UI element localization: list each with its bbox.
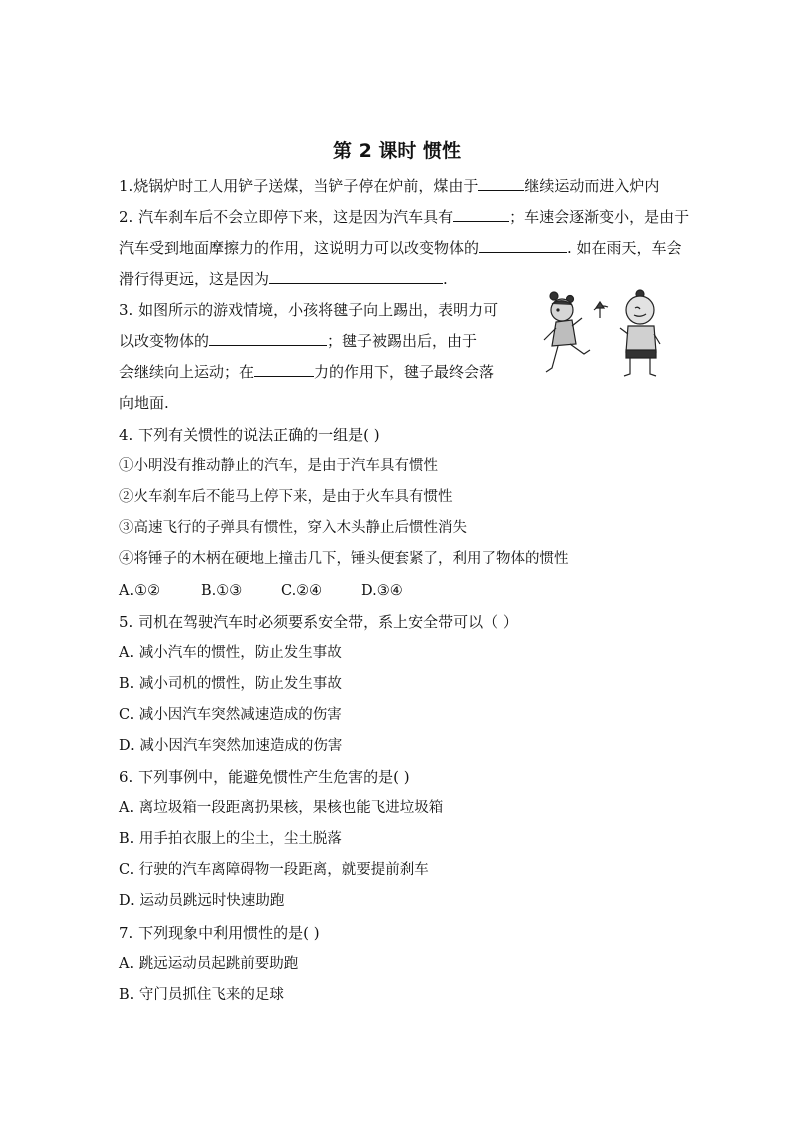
question-3-line-4: 向地面. — [119, 394, 169, 412]
shuttlecock-icon — [594, 302, 608, 318]
question-2-line-2 — [119, 238, 682, 258]
question-4-item-4: ④将锤子的木柄在硬地上撞击几下，锤头便套紧了，利用了物体的惯性 — [119, 551, 569, 567]
question-3-text: 力的作用下，毽子最终会落 — [314, 363, 495, 381]
question-2-text: 滑行得更远，这是因为 — [119, 270, 270, 288]
question-7-stem: 7. 下列现象中利用惯性的是( ) — [119, 924, 320, 942]
question-3-text: 以改变物体的 — [119, 332, 210, 350]
question-6-option-a[interactable]: A. 离垃圾箱一段距离扔果核，果核也能飞进垃圾箱 — [119, 800, 444, 816]
question-7-option-b[interactable]: B. 守门员抓住飞来的足球 — [119, 987, 284, 1003]
question-1-text-end: 继续运动而进入炉内 — [524, 177, 660, 195]
question-5-option-b[interactable]: B. 减小司机的惯性，防止发生事故 — [119, 676, 342, 692]
question-5-option-d[interactable]: D. 减小因汽车突然加速造成的伤害 — [119, 738, 343, 754]
boy-standing-figure — [620, 290, 660, 376]
question-3-text: 会继续向上运动；在 — [119, 363, 255, 381]
question-3-blank-2[interactable] — [254, 362, 314, 377]
question-6-option-c[interactable]: C. 行驶的汽车离障碍物一段距离，就要提前刹车 — [119, 862, 429, 878]
question-5-option-a[interactable]: A. 减小汽车的惯性，防止发生事故 — [119, 645, 342, 661]
question-1-blank[interactable] — [478, 176, 524, 191]
question-7-option-a[interactable]: A. 跳远运动员起跳前要助跑 — [119, 956, 299, 972]
kids-playing-shuttlecock-illustration — [538, 288, 666, 380]
question-5-option-c[interactable]: C. 减小因汽车突然减速造成的伤害 — [119, 707, 342, 723]
option-a[interactable]: A.①② — [119, 583, 161, 599]
question-2-blank-1[interactable] — [453, 207, 509, 222]
question-3-line-1: 3. 如图所示的游戏情境，小孩将毽子向上踢出，表明力可 — [119, 301, 499, 319]
question-2-text: ；车速会逐渐变小，是由于 — [509, 208, 690, 226]
question-2-blank-2[interactable] — [479, 238, 567, 253]
question-6-option-d[interactable]: D. 运动员跳远时快速助跑 — [119, 893, 285, 909]
question-2-text: 2. 汽车刹车后不会立即停下来，这是因为汽车具有 — [119, 208, 454, 226]
question-4-item-1: ①小明没有推动静止的汽车，是由于汽车具有惯性 — [119, 458, 438, 474]
question-3-line-2 — [119, 331, 477, 351]
question-4-options — [119, 581, 403, 601]
question-2-line-3 — [119, 269, 448, 289]
question-4-item-3: ③高速飞行的子弹具有惯性，穿入木头静止后惯性消失 — [119, 520, 467, 536]
question-2-line-1 — [119, 207, 689, 227]
question-4-item-2: ②火车刹车后不能马上停下来，是由于火车具有惯性 — [119, 489, 453, 505]
question-6-option-b[interactable]: B. 用手拍衣服上的尘土，尘土脱落 — [119, 831, 342, 847]
question-2-text: . — [443, 270, 448, 288]
question-3-text: ；毽子被踢出后，由于 — [327, 332, 478, 350]
page-title: 第 2 课时 惯性 — [332, 140, 462, 162]
question-2-text: 汽车受到地面摩擦力的作用，这说明力可以改变物体的 — [119, 239, 480, 257]
question-5-stem: 5. 司机在驾驶汽车时必须要系安全带，系上安全带可以（ ） — [119, 613, 518, 631]
question-1-text: 1.烧锅炉时工人用铲子送煤，当铲子停在炉前，煤由于 — [119, 177, 479, 195]
question-1 — [119, 176, 659, 196]
option-c[interactable]: C.②④ — [281, 583, 323, 599]
option-b[interactable]: B.①③ — [201, 583, 243, 599]
question-2-blank-3[interactable] — [269, 269, 443, 284]
question-6-stem: 6. 下列事例中，能避免惯性产生危害的是( ) — [119, 768, 410, 786]
girl-kicking-figure — [544, 292, 590, 372]
question-3-blank-1[interactable] — [209, 331, 327, 346]
option-d[interactable]: D.③④ — [361, 583, 403, 599]
question-3-line-3 — [119, 362, 494, 382]
question-4-stem: 4. 下列有关惯性的说法正确的一组是( ) — [119, 426, 380, 444]
question-2-text: . 如在雨天，车会 — [567, 239, 682, 257]
